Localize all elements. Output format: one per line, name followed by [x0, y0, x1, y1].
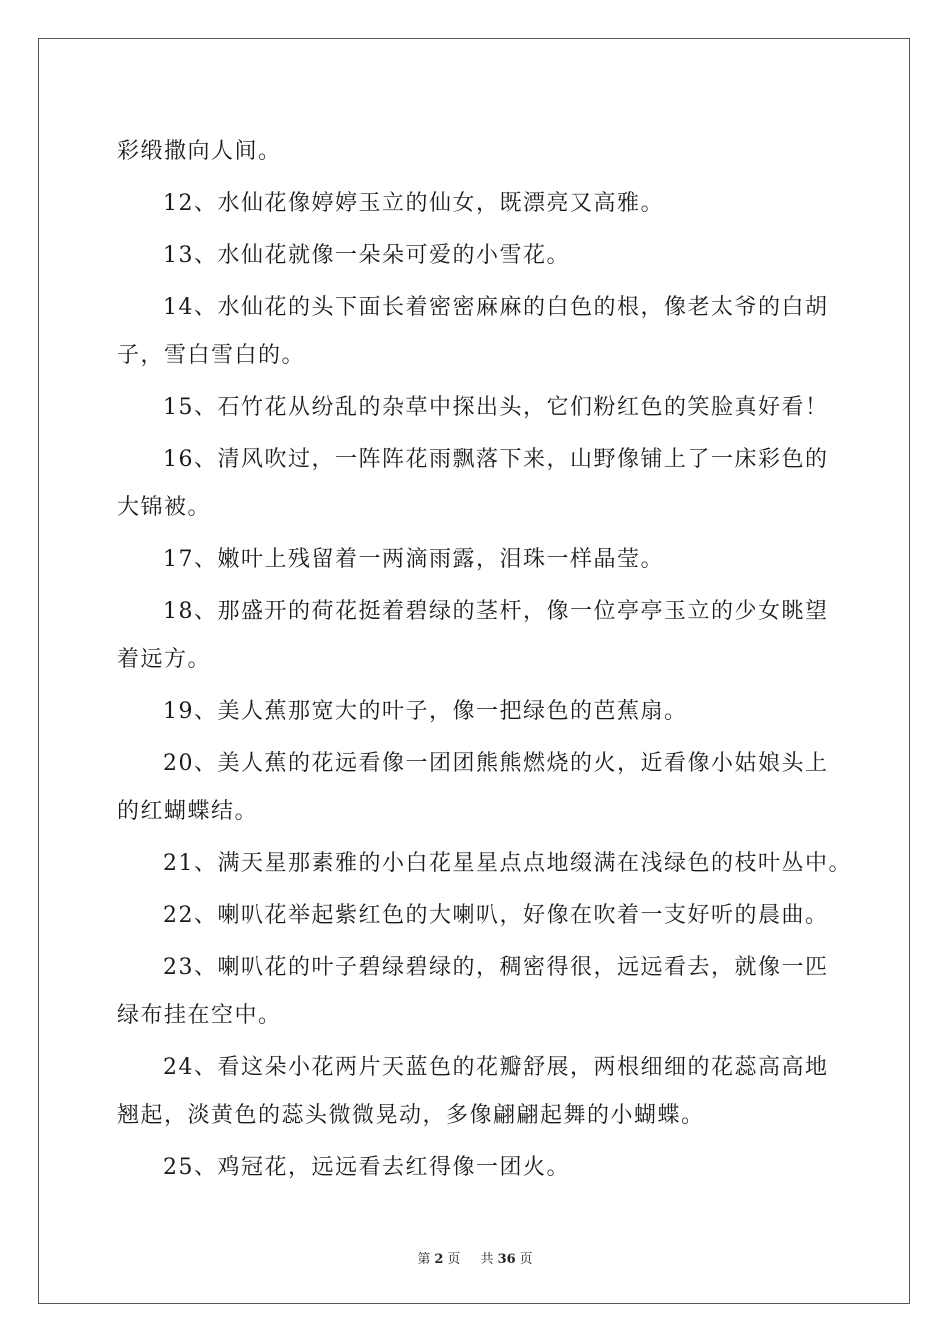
paragraph-line: 19、美人蕉那宽大的叶子，像一把绿色的芭蕉扇。: [163, 699, 688, 724]
page-prefix: 第: [417, 1252, 431, 1267]
paragraph-line: 的红蝴蝶结。: [117, 799, 259, 824]
paragraph-line: 20、美人蕉的花远看像一团团熊熊燃烧的火，近看像小姑娘头上: [163, 751, 829, 776]
paragraph-line: 12、水仙花像婷婷玉立的仙女，既漂亮又高雅。: [163, 191, 664, 216]
paragraph-line: 18、那盛开的荷花挺着碧绿的茎杆，像一位亭亭玉立的少女眺望: [163, 599, 829, 624]
page-indicator: [413, 1252, 464, 1267]
paragraph-line: 14、水仙花的头下面长着密密麻麻的白色的根，像老太爷的白胡: [163, 295, 829, 320]
paragraph-line: 彩缎撒向人间。: [117, 139, 282, 164]
paragraph-line: 13、水仙花就像一朵朵可爱的小雪花。: [163, 243, 570, 268]
page-footer: [0, 1248, 950, 1267]
paragraph-line: 24、看这朵小花两片天蓝色的花瓣舒展，两根细细的花蕊高高地: [163, 1055, 829, 1080]
page-number: 2: [434, 1252, 444, 1267]
paragraph-line: 翘起，淡黄色的蕊头微微晃动，多像翩翩起舞的小蝴蝶。: [117, 1103, 705, 1128]
paragraph-line: 绿布挂在空中。: [117, 1003, 282, 1028]
total-suffix: 页: [519, 1252, 533, 1267]
paragraph-line: 25、鸡冠花，远远看去红得像一团火。: [163, 1155, 570, 1180]
page-suffix: 页: [447, 1252, 461, 1267]
paragraph-line: 着远方。: [117, 647, 212, 672]
paragraph-line: 21、满天星那素雅的小白花星星点点地缀满在浅绿色的枝叶丛中。: [163, 851, 852, 876]
total-prefix: 共: [480, 1252, 494, 1267]
paragraph-line: 大锦被。: [117, 495, 212, 520]
paragraph-line: 15、石竹花从纷乱的杂草中探出头，它们粉红色的笑脸真好看！: [163, 395, 829, 420]
paragraph-line: 23、喇叭花的叶子碧绿碧绿的，稠密得很，远远看去，就像一匹: [163, 955, 829, 980]
total-pages: 36: [497, 1252, 516, 1267]
total-indicator: [477, 1252, 537, 1267]
paragraph-line: 17、嫩叶上残留着一两滴雨露，泪珠一样晶莹。: [163, 547, 664, 572]
document-body: [117, 128, 852, 1192]
paragraph-line: 16、清风吹过，一阵阵花雨飘落下来，山野像铺上了一床彩色的: [163, 447, 829, 472]
paragraph-line: 子，雪白雪白的。: [117, 343, 306, 368]
paragraph-line: 22、喇叭花举起紫红色的大喇叭，好像在吹着一支好听的晨曲。: [163, 903, 829, 928]
